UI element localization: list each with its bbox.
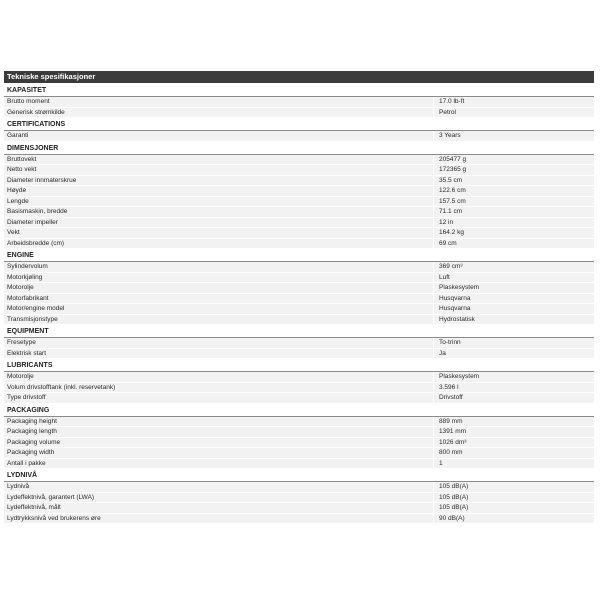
spec-value: Plaskesystem [439, 284, 480, 291]
spec-label: Packaging volume [4, 438, 434, 448]
table-row [4, 283, 594, 294]
section-heading: ENGINE [4, 249, 594, 262]
table-row [4, 427, 594, 438]
table-row [4, 186, 594, 197]
spec-value: To-trinn [439, 339, 461, 346]
spec-value: Plaskesystem [439, 373, 480, 380]
spec-value: 69 cm [439, 239, 457, 247]
section-heading: DIMENSJONER [4, 142, 594, 155]
table-row [4, 131, 594, 142]
spec-value: 35.5 cm [439, 176, 463, 184]
spec-label: Netto vekt [4, 165, 434, 175]
spec-label: Generisk strømkilde [4, 108, 434, 118]
spec-label: Lydeffektnivå, målt [4, 503, 434, 513]
section-heading: CERTIFICATIONS [4, 118, 594, 131]
table-row [4, 448, 594, 459]
table-row [4, 207, 594, 218]
spec-label: Packaging length [4, 427, 434, 437]
table-row [4, 304, 594, 315]
spec-label: Arbeidsbredde (cm) [4, 239, 434, 249]
table-row [4, 383, 594, 394]
spec-value: 105 dB(A) [439, 504, 469, 511]
spec-label: Motorfabrikant [4, 294, 434, 304]
table-row [4, 393, 594, 404]
spec-label: Motorolje [4, 283, 434, 293]
spec-label: Bruttovekt [4, 155, 434, 165]
table-row [4, 417, 594, 428]
spec-value: 172365 g [439, 166, 467, 173]
spec-label: Transmisjonstype [4, 315, 434, 325]
section-heading: KAPASITET [4, 84, 594, 97]
spec-value: 205477 g [439, 155, 467, 163]
spec-value: 122.6 cm [439, 187, 466, 194]
table-row [4, 197, 594, 208]
table-row [4, 315, 594, 326]
table-row [4, 228, 594, 239]
table-row [4, 338, 594, 349]
spec-label: Motor/engine model [4, 304, 434, 314]
spec-label: Motorolje [4, 372, 434, 382]
spec-label: Høyde [4, 186, 434, 196]
spec-label: Garanti [4, 131, 434, 141]
spec-value: 105 dB(A) [439, 483, 469, 490]
table-title: Tekniske spesifikasjoner [4, 71, 594, 83]
table-row [4, 262, 594, 273]
table-row [4, 97, 594, 108]
spec-value: 164.2 kg [439, 229, 464, 236]
table-row [4, 349, 594, 360]
spec-label: Lydtrykksnivå ved brukerens øre [4, 514, 434, 524]
spec-sections [4, 84, 594, 524]
table-row [4, 294, 594, 305]
spec-label: Antall i pakke [4, 459, 434, 469]
table-row [4, 218, 594, 229]
table-row [4, 372, 594, 383]
spec-value: 157.5 cm [439, 197, 466, 205]
spec-value: Ja [439, 349, 446, 357]
spec-label: Fresetype [4, 338, 434, 348]
spec-label: Type drivstoff [4, 393, 434, 403]
spec-value: Husqvarna [439, 294, 471, 302]
table-row [4, 165, 594, 176]
spec-value: 800 mm [439, 449, 463, 456]
table-row [4, 503, 594, 514]
table-row [4, 273, 594, 284]
spec-label: Lengde [4, 197, 434, 207]
section-heading: EQUIPMENT [4, 325, 594, 338]
spec-label: Basismaskin, bredde [4, 207, 434, 217]
table-row [4, 459, 594, 470]
spec-label: Sylindervolum [4, 262, 434, 272]
spec-value: 1391 mm [439, 428, 467, 435]
table-row [4, 493, 594, 504]
spec-label: Elektrisk start [4, 349, 434, 359]
spec-value: 90 dB(A) [439, 514, 465, 522]
spec-value: 3 Years [439, 132, 461, 139]
spec-value: 3.596 l [439, 383, 459, 391]
table-row [4, 155, 594, 166]
table-row [4, 514, 594, 525]
spec-value: 12 in [439, 218, 454, 226]
spec-value: 105 dB(A) [439, 493, 469, 501]
spec-label: Diameter innmaterskrue [4, 176, 434, 186]
section-heading: LYDNIVÅ [4, 469, 594, 482]
spec-value: 71.1 cm [439, 208, 463, 215]
spec-value: Husqvarna [439, 305, 471, 312]
spec-value: 1026 dm³ [439, 438, 467, 446]
spec-value: Luft [439, 273, 450, 281]
table-row [4, 176, 594, 187]
spec-value: 369 cm³ [439, 263, 463, 270]
spec-table [4, 71, 594, 524]
spec-label: Brutto moment [4, 97, 434, 107]
spec-label: Diameter impeller [4, 218, 434, 228]
spec-label: Volum drivstofftank (inkl. reservetank) [4, 383, 434, 393]
spec-label: Lydnivå [4, 482, 434, 492]
spec-label: Packaging height [4, 417, 434, 427]
spec-value: 1 [439, 459, 443, 467]
spec-label: Packaging width [4, 448, 434, 458]
spec-label: Vekt [4, 228, 434, 238]
spec-label: Motorkjøling [4, 273, 434, 283]
section-heading: LUBRICANTS [4, 359, 594, 372]
table-row [4, 108, 594, 119]
table-row [4, 482, 594, 493]
spec-value: Petrol [439, 108, 456, 116]
spec-label: Lydeffektnivå, garantert (LWA) [4, 493, 434, 503]
spec-value: Hydrostatisk [439, 315, 475, 323]
spec-value: 889 mm [439, 417, 463, 425]
table-row [4, 239, 594, 250]
section-heading: PACKAGING [4, 404, 594, 417]
table-row [4, 438, 594, 449]
spec-value: Drivstoff [439, 394, 463, 401]
spec-value: 17.0 lb-ft [439, 98, 465, 105]
